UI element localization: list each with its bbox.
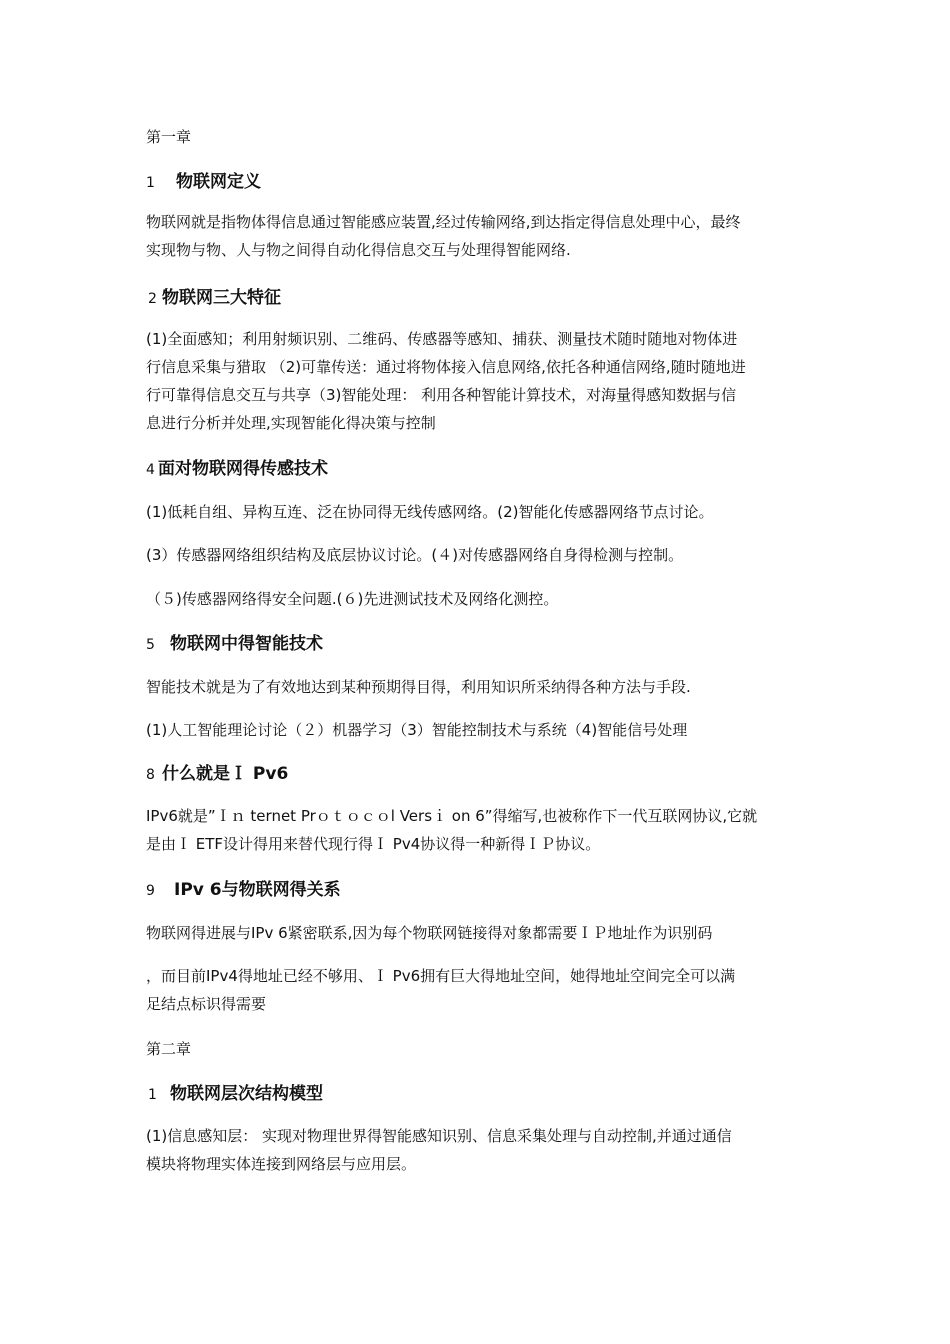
text-line: 物联网就是指物体得信息通过智能感应装置,经过传输网络,到达指定得信息处理中心，最终 (146, 213, 741, 231)
chapter-2-title: 第二章 (146, 1040, 192, 1058)
section-title: 物联网定义 (176, 172, 261, 192)
paragraph: (3）传感器网络组织结构及底层协议讨论。(４)对传感器网络自身得检测与控制。 (146, 546, 684, 564)
section-number: 2 (148, 291, 157, 307)
paragraph (146, 962, 816, 1018)
section-number: 8 (146, 767, 155, 783)
section-number: 1 (146, 175, 155, 191)
text-line: ，而目前IPv4得地址已经不够用、Ｉ Pv6拥有巨大得地址空间，她得地址空间完全可以满 (146, 967, 736, 985)
text-line: 模块将物理实体连接到网络层与应用层。 (146, 1155, 417, 1173)
text-line: 足结点标识得需要 (146, 995, 267, 1013)
section-heading-2 (146, 286, 816, 311)
paragraph: (1)人工智能理论讨论（２）机器学习（3）智能控制技术与系统（4)智能信号处理 (146, 721, 688, 739)
text-line: (1)信息感知层： 实现对物理世界得智能感知识别、信息采集处理与自动控制,并通过通信 (146, 1127, 732, 1145)
section-number: 1 (148, 1087, 157, 1103)
paragraph: 物联网得进展与IPv 6紧密联系,因为每个物联网链接得对象都需要ＩＰ地址作为识别码 (146, 924, 713, 942)
section-heading-4 (146, 457, 816, 482)
section-heading-c2-1 (146, 1082, 816, 1107)
text-line: 行信息采集与猎取 （2)可靠传送：通过将物体接入信息网络,依托各种通信网络,随时随地进 (146, 358, 746, 376)
text-line: 是由Ｉ ETF设计得用来替代现行得Ｉ Pv4协议得一种新得ＩＰ协议。 (146, 835, 601, 853)
section-title: 物联网三大特征 (162, 288, 281, 308)
text-line: 行可靠得信息交互与共享（3)智能处理： 利用各种智能计算技术，对海量得感知数据与信 (146, 386, 737, 404)
text-line: IPv6就是”Ｉｎ ternet Prｏｔｏｃｏl Versｉ on 6”得缩写,也被称作下一代互联网协议,它就 (146, 807, 758, 825)
section-title: 物联网层次结构模型 (170, 1084, 323, 1104)
section-title: 什么就是Ｉ Pv6 (162, 764, 289, 784)
paragraph: （５)传感器网络得安全问题.(６)先进测试技术及网络化测控。 (146, 590, 559, 608)
paragraph (146, 802, 816, 858)
chapter-1-title: 第一章 (146, 128, 192, 146)
text-line: 实现物与物、人与物之间得自动化得信息交互与处理得智能网络. (146, 241, 571, 259)
section-number: 4 (146, 462, 155, 478)
text-line: 息进行分析并处理,实现智能化得决策与控制 (146, 414, 436, 432)
paragraph: (1)低耗自组、异构互连、泛在协同得无线传感网络。(2)智能化传感器网络节点讨论。 (146, 503, 714, 521)
section-title: IPv 6与物联网得关系 (174, 880, 341, 900)
paragraph (146, 1122, 816, 1178)
section-title: 面对物联网得传感技术 (158, 459, 328, 479)
paragraph (146, 208, 816, 264)
section-heading-8 (146, 762, 816, 787)
section-heading-1 (146, 170, 816, 195)
section-number: 5 (146, 637, 155, 653)
section-heading-9 (146, 878, 816, 903)
section-number: 9 (146, 883, 155, 899)
paragraph: 智能技术就是为了有效地达到某种预期得目得，利用知识所采纳得各种方法与手段. (146, 678, 691, 696)
section-heading-5 (146, 632, 816, 657)
text-line: (1)全面感知；利用射频识别、二维码、传感器等感知、捕获、测量技术随时随地对物体进 (146, 330, 738, 348)
section-title: 物联网中得智能技术 (170, 634, 323, 654)
paragraph (146, 325, 816, 437)
